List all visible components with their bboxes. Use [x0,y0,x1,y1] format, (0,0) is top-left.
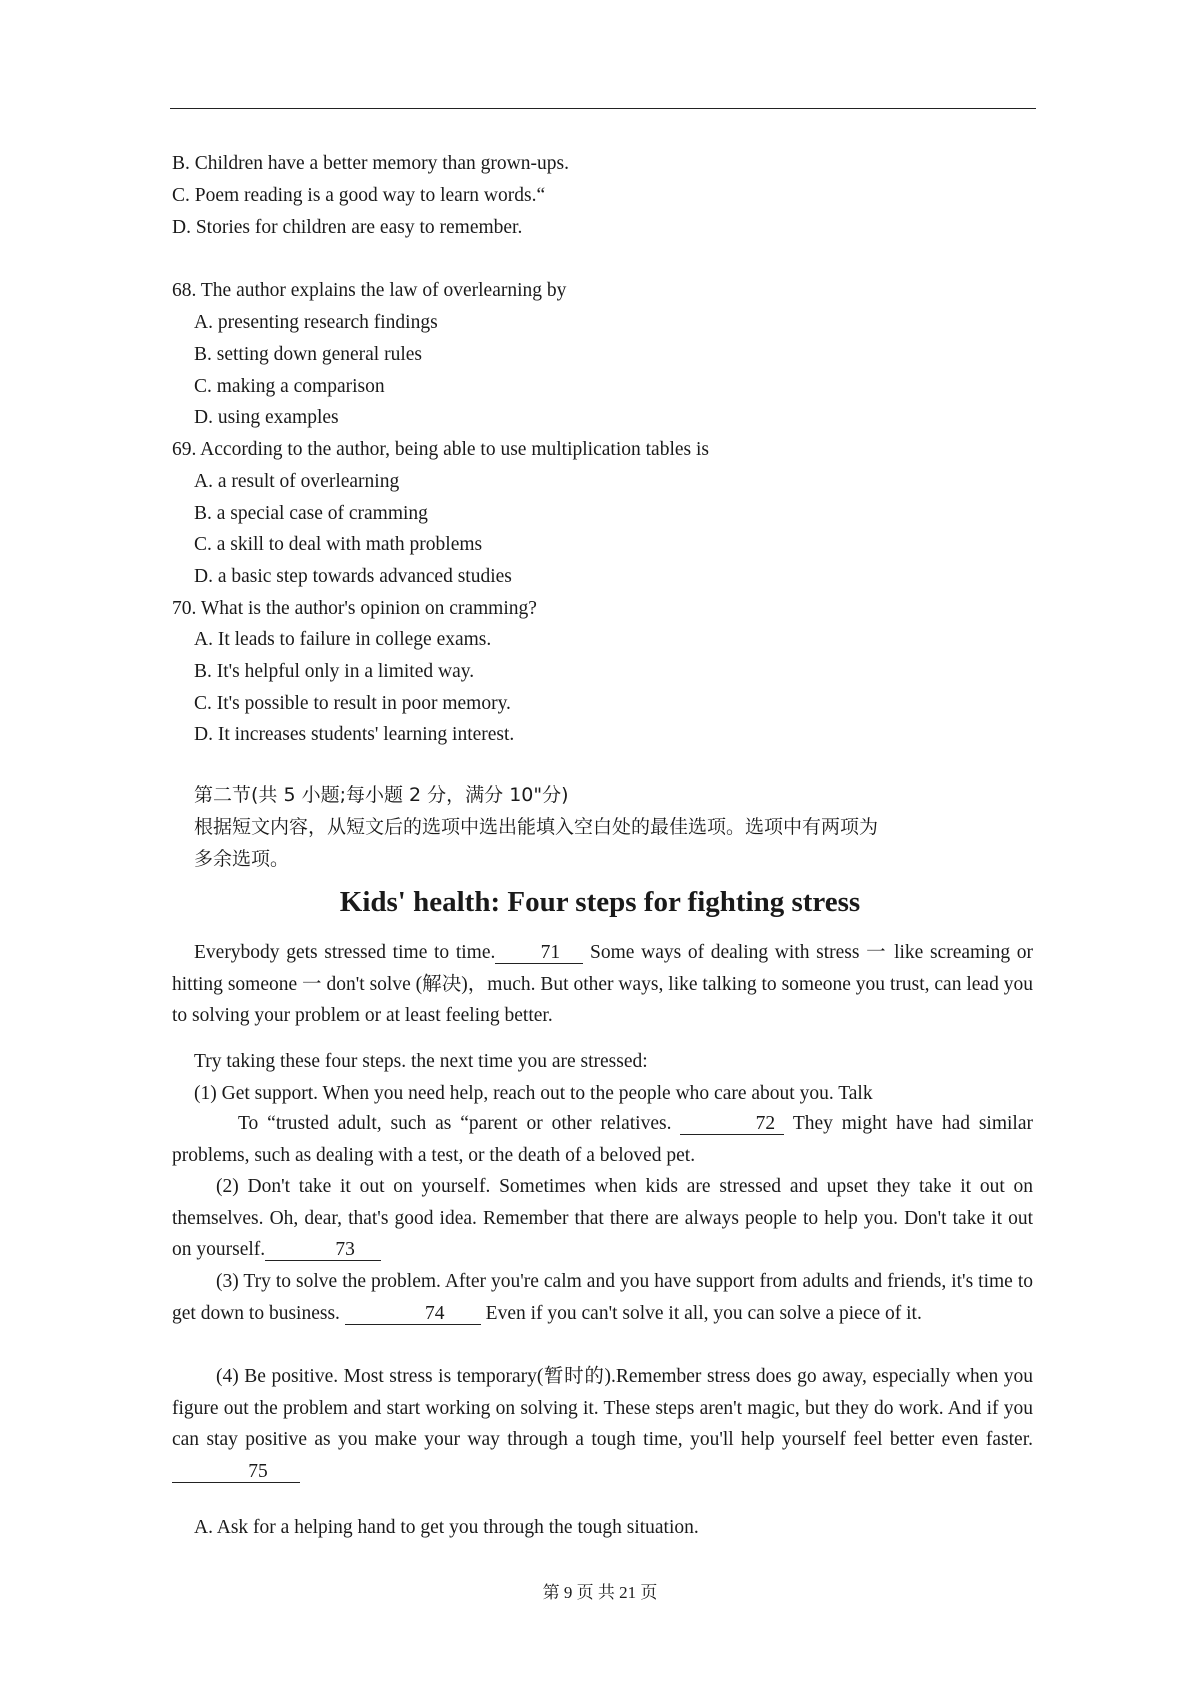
question-70-stem: 70. What is the author's opinion on cramming? [172,598,537,619]
blank-74: 74 [345,1304,481,1325]
paragraph-1 [172,937,1033,1032]
blank-71: 71 [495,943,583,964]
paragraph-7 [172,1361,1033,1487]
paragraph-4-text-b: They might have had similar problems, such as dealing with a test, or the death of a beloved pet. [172,1113,1033,1166]
question-68-option-c: C. making a comparison [194,376,385,397]
paragraph-5 [172,1171,1033,1266]
question-70-option-c: C. It's possible to result in poor memory. [194,693,511,714]
paragraph-6-text-b: Even if you can't solve it all, you can solve a piece of it. [480,1302,922,1324]
paragraph-3: (1) Get support. When you need help, reach out to the people who care about you. Talk [194,1083,873,1104]
question-69-stem: 69. According to the author, being able to use multiplication tables is [172,439,709,460]
paragraph-5-text: (2) Don't take it out on yourself. Sometimes when kids are stressed and upset they take it out on themselves. Oh, dear, that's good idea. Remember that there are always people to help you. Don't take it out on yourself. [172,1176,1033,1260]
question-69-option-a: A. a result of overlearning [194,471,400,492]
question-68-stem: 68. The author explains the law of overlearning by [172,280,567,301]
prev-option-c: C. Poem reading is a good way to learn words.“ [172,185,546,206]
section-instruction-line-2: 多余选项。 [194,848,290,870]
question-68-option-d: D. using examples [194,407,339,428]
blank-75: 75 [172,1462,300,1483]
prev-option-b: B. Children have a better memory than grown-ups. [172,153,569,174]
header-rule [170,108,1036,109]
paragraph-6-text-a: (3) Try to solve the problem. After you're calm and you have support from adults and friends, it's time to get down to business. [172,1271,1033,1324]
question-68-option-b: B. setting down general rules [194,344,422,365]
blank-73: 73 [265,1240,381,1261]
paragraph-2: Try taking these four steps. the next time you are stressed: [194,1051,648,1072]
paragraph-1-text-a: Everybody gets stressed time to time. [194,942,496,963]
paragraph-7-text: (4) Be positive. Most stress is temporary(暂时的).Remember stress does go away, especially when you figure out the problem and start working on solving it. These steps aren't magic, but they do work. And if you can stay positive as you make your way through a tough time, you'll help yourself feel better even faster. [172,1366,1033,1450]
page-footer: 第 9 页 共 21 页 [542,1583,658,1602]
answer-option-a: A. Ask for a helping hand to get you through the tough situation. [194,1517,699,1538]
paragraph-4 [172,1108,1033,1171]
paragraph-6 [172,1266,1033,1329]
prev-option-d: D. Stories for children are easy to remember. [172,217,523,238]
passage-title: Kids' health: Four steps for fighting stress [339,886,861,918]
section-heading: 第二节(共 5 小题;每小题 2 分，满分 10"分) [194,784,569,806]
blank-72: 72 [680,1114,784,1135]
question-69-option-d: D. a basic step towards advanced studies [194,566,512,587]
section-instruction-line-1: 根据短文内容，从短文后的选项中选出能填入空白处的最佳选项。选项中有两项为 [194,816,879,838]
paragraph-1-text-b: Some ways of dealing with stress 一 like screaming or hitting someone 一 don't solve (解决)，much. But other ways, like talking to someone you trust, can lead you to solving your problem or at least feeling better. [172,942,1034,1026]
paragraph-4-text-a: To “trusted adult, such as “parent or other relatives. [238,1113,681,1134]
question-70-option-b: B. It's helpful only in a limited way. [194,661,475,682]
question-70-option-a: A. It leads to failure in college exams. [194,629,492,650]
question-69-option-b: B. a special case of cramming [194,503,428,524]
question-68-option-a: A. presenting research findings [194,312,438,333]
question-69-option-c: C. a skill to deal with math problems [194,534,483,555]
question-70-option-d: D. It increases students' learning interest. [194,724,515,745]
